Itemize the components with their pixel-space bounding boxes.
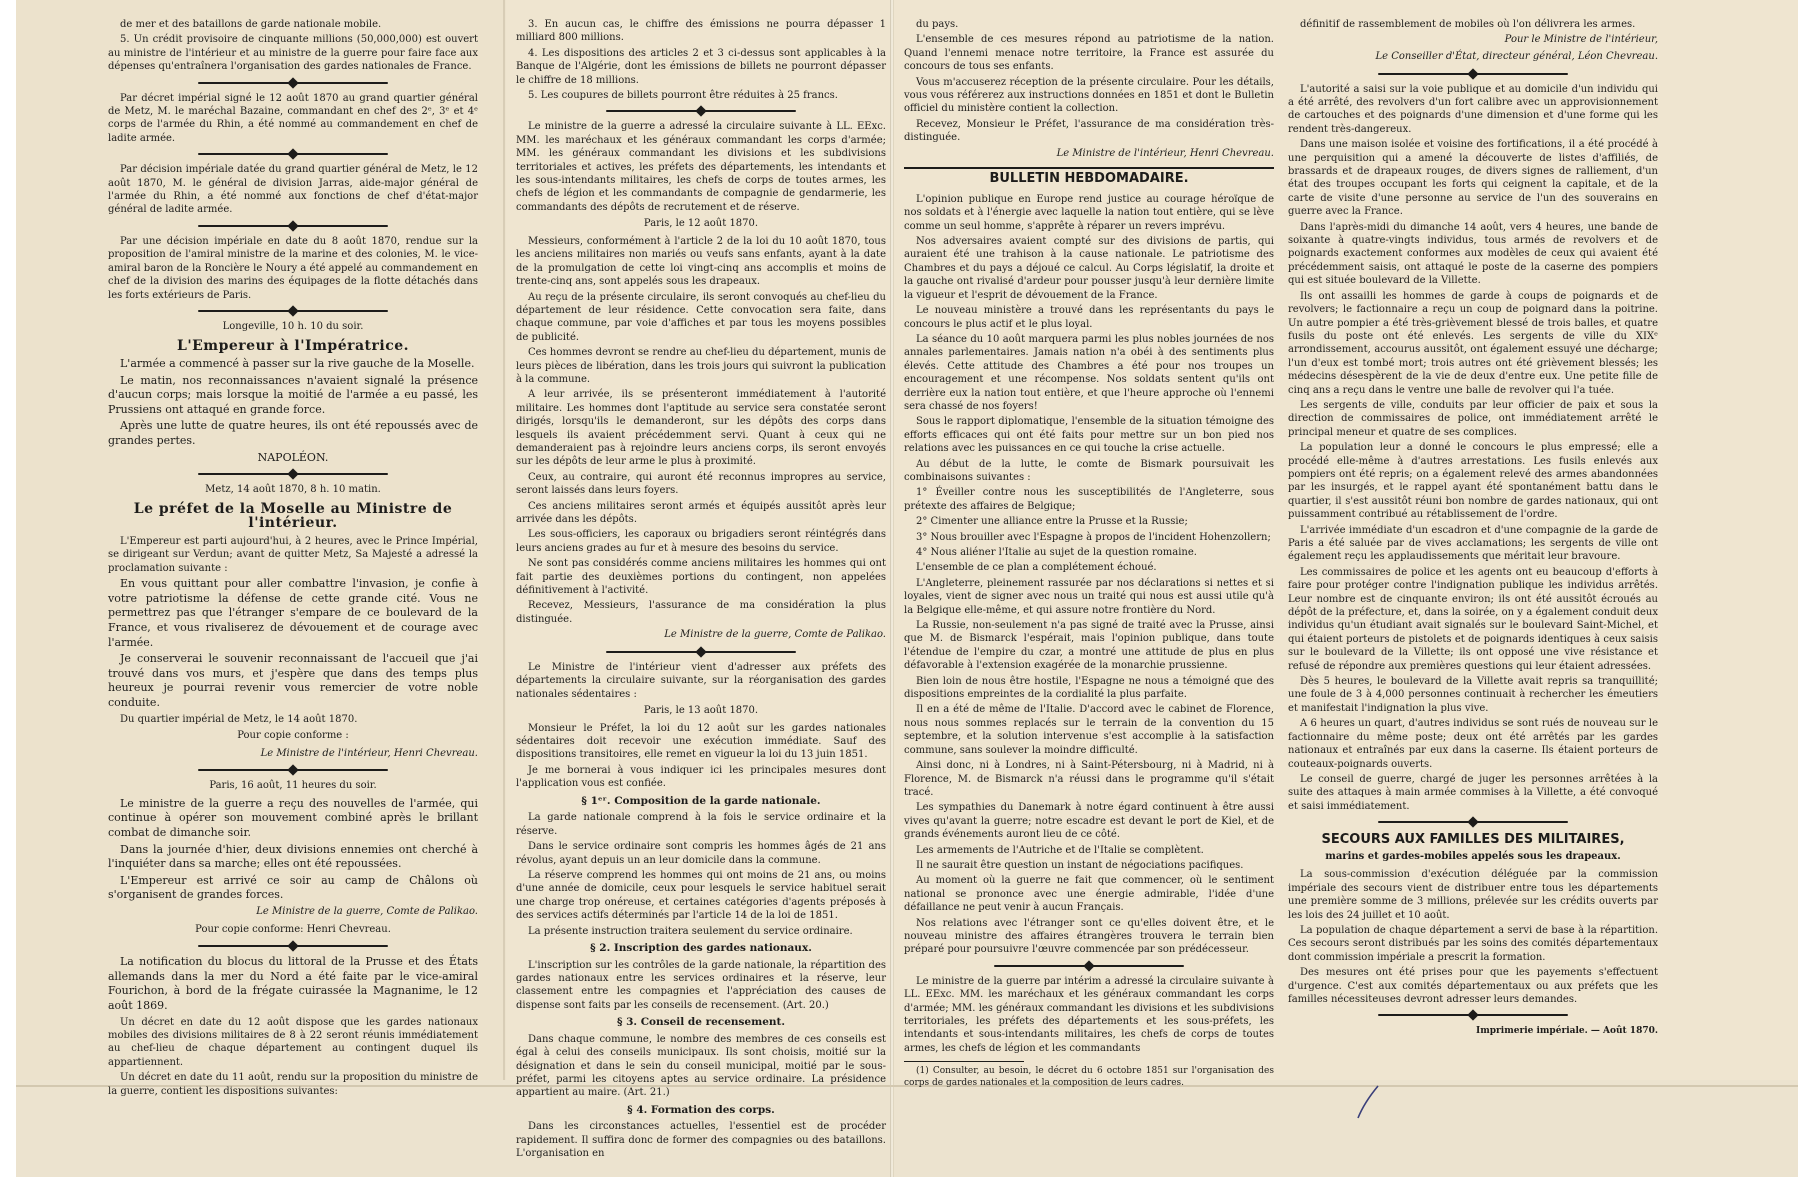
column-1 xyxy=(108,18,478,1097)
footnote-rule xyxy=(904,1061,1024,1062)
copy-note: Pour copie conforme : xyxy=(237,730,349,741)
paragraph: L'Empereur est parti aujourd'hui, à 2 heures, avec le Prince Impérial, se dirigeant sur Verdun; avant de quitter Metz, Sa Majesté a adressé la proclamation suivante : xyxy=(108,536,478,574)
paragraph: Le matin, nos reconnaissances n'avaient signalé la présence d'aucun corps; mais lorsque la moitié de l'armée a eu passé, les Prussiens ont attaqué en grande force. xyxy=(108,373,478,416)
section-heading: § 3. Conseil de recensement. xyxy=(616,1016,786,1029)
paragraph: Un décret en date du 12 août dispose que les gardes nationaux mobiles des divisions militaires de 8 à 22 seront réunis immédiatement au chef-lieu de chaque département au contingent duquel ils appartiennent. xyxy=(108,1016,478,1068)
article-subtitle: marins et gardes-mobiles appelés sous les drapeaux. xyxy=(1325,850,1621,862)
paragraph: Bien loin de nous être hostile, l'Espagne ne nous a témoigné que des dispositions empreintes de la cordialité la plus parfaite. xyxy=(904,675,1274,701)
paragraph: La population leur a donné le concours le plus empressé; elle a procédé elle-même à d'autres arrestations. Les fusils enlevés aux pompiers ont été repris; on a également relevé des armes abandonnées par les insurgés, et le rappel ayant été spontanément battu dans le quartier, il s'est aussitôt réuni bon nombre de gardes nationaux, qui ont puissamment contribué au rétablissement de l'ordre. xyxy=(1288,442,1658,521)
article-title: L'Empereur à l'Impératrice. xyxy=(176,337,410,354)
column-2 xyxy=(516,18,886,1160)
paragraph: Messieurs, conformément à l'article 2 de la loi du 10 août 1870, tous les anciens militaires non mariés ou veufs sans enfants, ayant à la date de la promulgation de cette loi vingt-cinq ans accomplis et moins de trente-cinq ans, sont appelés sous les drapeaux. xyxy=(516,235,886,288)
paragraph: La réserve comprend les hommes qui ont moins de 21 ans, ou moins d'une année de domicile, ceux pour lesquels le service habituel serait une charge trop onéreuse, et certaines catégories d'agents préposés à des services actifs déterminés par l'article 14 de la loi de 1851. xyxy=(516,869,886,922)
paragraph: Nos adversaires avaient compté sur des divisions de partis, qui auraient été une trahison à la cause nationale. Le patriotisme des Chambres et du pays a déjoué ce calcul. Au Corps législatif, la droite et la gauche ont rivalisé d'ardeur pour pousser jusqu'à leur dernière limite la vigueur et l'esprit de dévouement de la France. xyxy=(904,236,1274,301)
dateline: Metz, 14 août 1870, 8 h. 10 matin. xyxy=(205,484,381,496)
copy-note: Pour copie conforme: Henri Chevreau. xyxy=(195,923,391,935)
paragraph: L'inscription sur les contrôles de la garde nationale, la répartition des gardes nationaux entre les services ordinaires et la réserve, leur classement entre les compagnies et l'appréciation des causes de dispense sont faits par les conseils de recensement. (Art. 20.) xyxy=(516,959,886,1011)
paragraph: Les armements de l'Autriche et de l'Italie se complètent. xyxy=(916,844,1204,856)
paragraph: Au début de la lutte, le comte de Bismark poursuivait les combinaisons suivantes : xyxy=(904,458,1274,483)
column-3 xyxy=(904,18,1274,1089)
paragraph: L'armée a commencé à passer sur la rive gauche de la Moselle. xyxy=(120,357,475,371)
paragraph: 3. En aucun cas, le chiffre des émissions ne pourra dépasser 1 milliard 800 millions. xyxy=(516,19,886,44)
separator-rule xyxy=(606,647,796,657)
section-heading: § 4. Formation des corps. xyxy=(627,1103,775,1116)
paragraph: La Russie, non-seulement n'a pas signé de traité avec la Prusse, ainsi que M. de Bismarck l'espérait, mais l'opinion publique, dans toute l'étendue de l'empire du czar, a montré une attitude de plus en plus défavorable à l'extension exagérée de la monarchie prussienne. xyxy=(904,620,1274,672)
paragraph: 4. Les dispositions des articles 2 et 3 ci-dessus sont applicables à la Banque de l'Algérie, dont les émissions de billets ne pourront dépasser le chiffre de 18 millions. xyxy=(516,47,886,86)
center-fold xyxy=(890,0,894,1177)
paragraph: Recevez, Monsieur le Préfet, l'assurance de ma considération très-distinguée. xyxy=(904,118,1274,144)
paragraph: 5. Les coupures de billets pourront être réduites à 25 francs. xyxy=(528,90,838,102)
separator-rule xyxy=(198,149,388,159)
separator-rule xyxy=(1378,817,1568,827)
newspaper-sheet xyxy=(16,0,1798,1177)
paragraph: Sous le rapport diplomatique, l'ensemble de la situation témoigne des efforts efficaces qui ont été faits pour mettre sur un bon pied nos relations avec les puissances en ce qui touche la crise actuelle. xyxy=(904,416,1274,455)
paragraph: 5. Un crédit provisoire de cinquante millions (50,000,000) est ouvert au ministre de l'intérieur et au ministre de la guerre pour faire face aux dépenses qu'entraînera l'organisation des gardes nationales de France. xyxy=(108,34,478,73)
paragraph: L'Angleterre, pleinement rassurée par nos déclarations si nettes et si loyales, vient de signer avec nous un traité qui nous est aussi utile qu'à la Belgique elle-même, et qui assure notre frontière du Nord. xyxy=(904,577,1274,616)
separator-rule xyxy=(994,961,1184,971)
paragraph: Ceux, au contraire, qui auront été reconnus impropres au service, seront laissés dans leurs foyers. xyxy=(516,471,886,497)
paragraph: Le ministre de la guerre a reçu des nouvelles de l'armée, qui continue à opérer son mouvement combiné après le brillant combat de dimanche soir. xyxy=(108,796,478,839)
paragraph: Les commissaires de police et les agents ont eu beaucoup d'efforts à faire pour protéger contre l'indignation publique les individus arrêtés. Leur nombre est de cinquante environ; ils ont été aussitôt écroués au dépôt de la préfecture, et, dans la soirée, on y a également conduit deux individus qu'un étudiant avait signalés sur le boulevard Saint-Michel, et qui étaient porteurs de pistolets et de poignards identiques à ceux saisis sur le boulevard de la Villette; ils ont opposé une vive résistance et refusé de répondre aux premières questions qui leur étaient adressées. xyxy=(1288,566,1658,672)
paragraph: Recevez, Messieurs, l'assurance de ma considération la plus distinguée. xyxy=(516,600,886,625)
paragraph: définitif de rassemblement de mobiles où l'on délivrera les armes. xyxy=(1300,19,1636,30)
paragraph: Ces hommes devront se rendre au chef-lieu du département, munis de leurs pièces de libération, dans les trois jours qui suivront la publication à la commune. xyxy=(516,347,886,385)
paragraph: Dès 5 heures, le boulevard de la Villette avait repris sa tranquillité; une foule de 3 à 4,000 personnes continuait à rechercher les émeutiers et manifestait l'indignation la plus vive. xyxy=(1288,676,1658,714)
paragraph: Dans la journée d'hier, deux divisions ennemies ont cherché à l'inquiéter dans sa marche; elles ont été repoussées. xyxy=(108,842,478,871)
paragraph: L'arrivée immédiate d'un escadron et d'une compagnie de la garde de Paris a été saluée par de vives acclamations; les sergents de ville ont également reçu les applaudissements que méritait leur bravoure. xyxy=(1288,524,1658,563)
paragraph: Les sous-officiers, les caporaux ou brigadiers seront réintégrés dans leurs anciens grades au fur et à mesure des besoins du service. xyxy=(516,529,886,554)
separator-rule xyxy=(606,106,796,116)
paragraph: La population de chaque département a servi de base à la répartition. Ces secours seront distribués par les soins des comités départementaux dont commission impériale a prescrit la formation. xyxy=(1288,924,1658,963)
paragraph: Au moment où la guerre ne fait que commencer, où le sentiment national se prononce avec une énergie admirable, l'idée d'une défaillance ne peut venir à aucun Français. xyxy=(904,875,1274,914)
paragraph: Dans une maison isolée et voisine des fortifications, il a été procédé à une perquisition qui a amené la découverte de listes d'affiliés, de brassards et de drapeaux rouges, de divers signes de ralliement, d'un état des troupes occupant les forts qui ceignent la capitale, et de la carte de visite d'une personne au service de l'un des souverains en guerre avec la France. xyxy=(1288,139,1658,218)
signature: Le Ministre de l'intérieur, Henri Chevreau. xyxy=(1056,147,1274,159)
paragraph: Le conseil de guerre, chargé de juger les personnes arrêtées à la suite des attaques à main armée commises à la Villette, a été convoqué et saisi immédiatement. xyxy=(1288,773,1658,812)
signature: Le Ministre de l'intérieur, Henri Chevreau. xyxy=(260,747,478,759)
paragraph: L'ensemble de ces mesures répond au patriotisme de la nation. Quand l'ennemi menace notre territoire, la France est assurée du concours de tous ses enfants. xyxy=(904,34,1274,73)
paragraph: Ces anciens militaires seront armés et équipés aussitôt après leur arrivée dans les dépôts. xyxy=(516,500,886,525)
section-heading: § 1ᵉʳ. Composition de la garde nationale. xyxy=(581,794,821,807)
article-title: BULLETIN HEBDOMADAIRE. xyxy=(904,167,1274,187)
paragraph: A 6 heures un quart, d'autres individus se sont rués de nouveau sur le factionnaire du même poste; deux ont été arrêtés par les gardes nationaux et entraînés par eux dans la caserne. Ils étaient porteurs de couteaux-poignards ouverts. xyxy=(1288,718,1658,770)
article-title: SECOURS AUX FAMILLES DES MILITAIRES, xyxy=(1321,832,1625,848)
footnote: (1) Consulter, au besoin, le décret du 6 octobre 1851 sur l'organisation des corps de gardes nationales et la composition de leurs cadres. xyxy=(904,1066,1274,1089)
paragraph: Le nouveau ministère a trouvé dans les représentants du pays le concours le plus actif et le plus loyal. xyxy=(904,305,1274,330)
paragraph: Par décision impériale datée du grand quartier général de Metz, le 12 août 1870, M. le général de division Jarras, aide-major général de l'armée du Rhin, a été nommé aux fonctions de chef d'état-major général de ladite armée. xyxy=(108,164,478,216)
paragraph: L'ensemble de ce plan a complétement échoué. xyxy=(916,562,1157,574)
column-4 xyxy=(1288,18,1658,1078)
separator-rule xyxy=(198,941,388,951)
list-item: 4° Nous aliéner l'Italie au sujet de la question romaine. xyxy=(916,547,1197,558)
paragraph: L'Empereur est arrivé ce soir au camp de Châlons où s'organisent de grandes forces. xyxy=(108,873,478,902)
signature: Le Conseiller d'État, directeur général, Léon Chevreau. xyxy=(1375,51,1658,62)
dateline: Longeville, 10 h. 10 du soir. xyxy=(222,320,364,332)
paragraph: Après une lutte de quatre heures, ils ont été repoussés avec de grandes pertes. xyxy=(108,419,478,448)
paragraph: Vous m'accuserez réception de la présente circulaire. Pour les détails, vous vous référerez aux instructions données en 1851 et dont le Bulletin officiel du ministère contient la collection. xyxy=(904,76,1274,115)
list-item: 1° Éveiller contre nous les susceptibilités de l'Angleterre, sous prétexte des affaires de Belgique; xyxy=(904,487,1274,512)
paragraph: Je conserverai le souvenir reconnaissant de l'accueil que j'ai trouvé dans vos murs, et j'espère que dans des temps plus heureux je pourrai revenir vous remercier de votre noble conduite. xyxy=(108,652,478,709)
paragraph: Nos relations avec l'étranger sont ce qu'elles doivent être, et le nouveau ministre des affaires étrangères trouvera le terrain bien préparé pour poursuivre l'œuvre commencée par son prédécesseur. xyxy=(904,917,1274,956)
paragraph: de mer et des bataillons de garde nationale mobile. xyxy=(120,19,382,30)
paragraph: Dans chaque commune, le nombre des membres de ces conseils est égal à celui des conseils municipaux. Ils sont choisis, moitié sur la désignation et dans le sein du conseil municipal, moitié par le sous-préfet, parmi les citoyens aptes au service ordinaire. La présidence appartient au maire. (Art. 21.) xyxy=(516,1033,886,1099)
paragraph: Le ministre de la guerre a adressé la circulaire suivante à LL. EExc. MM. les maréchaux et les généraux commandant les corps d'armée; MM. les généraux commandant les divisions et les subdivisions territoriales et actives, les préfets des départements, les intendants et les sous-intendants militaires, les chefs de corps de toutes armes, les chefs de légion et les commandants de compagnie de gendarmerie, les commandants des dépôts de recrutement et de réserve. xyxy=(516,121,886,213)
paragraph: La notification du blocus du littoral de la Prusse et des États allemands dans la mer du Nord a été faite par le vice-amiral Fourichon, à bord de la frégate cuirassée la Magnanime, le 12 août 1869. xyxy=(108,955,478,1012)
dateline: Paris, le 13 août 1870. xyxy=(643,705,759,717)
column-fold xyxy=(503,0,505,1080)
paragraph: Ils ont assailli les hommes de garde à coups de poignards et de revolvers; le factionnaire a reçu un coup de poignard dans la poitrine. Un autre pompier a été très-grièvement blessé de trois balles, et quatre fusils du poste ont été enlevés. Les sergents de ville du XIXᵉ arrondissement, accourus aussitôt, ont également essuyé une décharge; l'un d'eux est tombé mort; trois autres ont été grièvement blessés; les médecins désespèrent de la vie de deux d'entre eux. Une petite fille de cinq ans a reçu dans le ventre une balle de revolver qui l'a tuée. xyxy=(1288,290,1658,396)
paragraph: Je me bornerai à vous indiquer ici les principales mesures dont l'application vous est confiée. xyxy=(516,764,886,790)
printer-imprint: Imprimerie impériale. — Août 1870. xyxy=(1476,1026,1658,1037)
separator-rule xyxy=(198,469,388,479)
separator-rule xyxy=(198,221,388,231)
paragraph: L'opinion publique en Europe rend justice au courage héroïque de nos soldats et à l'énergie avec laquelle la nation tout entière, qui se lève comme un seul homme, s'apprête à réparer un revers imprévu. xyxy=(904,193,1274,232)
paragraph: Monsieur le Préfet, la loi du 12 août sur les gardes nationales sédentaires doit recevoir une exécution immédiate. Sauf des dispositions transitoires, elle remet en vigueur la loi du 13 juin 1851. xyxy=(516,722,886,761)
paragraph: Il en a été de même de l'Italie. D'accord avec le cabinet de Florence, nous nous sommes replacés sur le terrain de la convention du 15 septembre, et la solution intervenue s'est accomplie à la satisfaction commune, sans soulever la moindre difficulté. xyxy=(904,704,1274,756)
article-title: Le préfet de la Moselle au Ministre de l'intérieur. xyxy=(133,500,453,532)
ink-mark-icon xyxy=(1356,1080,1380,1120)
separator-rule xyxy=(1378,69,1568,79)
signature: Pour le Ministre de l'intérieur, xyxy=(1504,34,1658,46)
list-item: 3° Nous brouiller avec l'Espagne à propos de l'incident Hohenzollern; xyxy=(916,531,1271,543)
paragraph: Dans l'après-midi du dimanche 14 août, vers 4 heures, une bande de soixante à quatre-vingts individus, tous armés de revolvers et de poignards exactement conformes aux modèles de ceux qui avaient été précédemment saisis, ont attaqué le poste de la caserne des pompiers qui est située boulevard de la Villette. xyxy=(1288,221,1658,287)
signature: Le Ministre de la guerre, Comte de Palikao. xyxy=(256,905,478,917)
paragraph: Du quartier impérial de Metz, le 14 août 1870. xyxy=(120,713,358,725)
signature: Le Ministre de la guerre, Comte de Palikao. xyxy=(664,629,886,641)
list-item: 2° Cimenter une alliance entre la Prusse et la Russie; xyxy=(916,516,1188,528)
paragraph: Les sergents de ville, conduits par leur officier de paix et sous la direction de commissaires de police, ont immédiatement arrêté le principal meneur et quatre de ses complices. xyxy=(1288,399,1658,438)
separator-rule xyxy=(198,765,388,775)
paragraph: Un décret en date du 11 août, rendu sur la proposition du ministre de la guerre, contient les dispositions suivantes: xyxy=(108,1072,478,1097)
paragraph: La sous-commission d'exécution déléguée par la commission impériale des secours vient de distribuer entre tous les départements une première somme de 3 millions, prélevée sur les crédits ouverts par les lois des 24 juillet et 10 août. xyxy=(1288,869,1658,921)
paragraph: Des mesures ont été prises pour que les payements s'effectuent d'urgence. C'est aux comités départementaux ou aux préfets que les familles nécessiteuses devront adresser leurs demandes. xyxy=(1288,967,1658,1005)
paragraph: La séance du 10 août marquera parmi les plus nobles journées de nos annales parlementaires. Jamais nation n'a obéi à des sentiments plus élevés. Cette attitude des Chambres a été pour nos troupes un encouragement et une récompense. Nos soldats sentent qu'ils ont derrière eux la nation tout entière, et que l'heure approche où l'ennemi sera chassé de nos foyers! xyxy=(904,333,1274,412)
paragraph: Le Ministre de l'intérieur vient d'adresser aux préfets des départements la circulaire suivante, sur la réorganisation des gardes nationales sédentaires : xyxy=(516,661,886,700)
paragraph: Au reçu de la présente circulaire, ils seront convoqués au chef-lieu du département de leur résidence. Cette convocation sera faite, dans chaque commune, par voie d'affiches et par tous les moyens possibles de publicité. xyxy=(516,291,886,343)
paragraph: Dans le service ordinaire sont compris les hommes âgés de 21 ans révolus, ayant depuis un an leur domicile dans la commune. xyxy=(516,841,886,866)
paragraph: A leur arrivée, ils se présenteront immédiatement à l'autorité militaire. Les hommes dont l'aptitude au service sera constatée seront dirigés, lorsqu'ils le demanderont, sur les dépôts des corps dans lesquels ils avaient précédemment servi. Quant à ceux qui ne demanderaient pas à rejoindre leurs anciens corps, ils seront envoyés sur les dépôts de leur arme le plus à proximité. xyxy=(516,389,886,468)
paragraph: Les sympathies du Danemark à notre égard continuent à être aussi vives qu'avant la guerre; notre escadre est devant le port de Kiel, et de grands événements auront lieu de ce côté. xyxy=(904,802,1274,841)
paragraph: En vous quittant pour aller combattre l'invasion, je confie à votre patriotisme la défense de cette grande cité. Vous ne permettrez pas que l'étranger s'empare de ce boulevard de la France, et vous rivaliserez de dévouement et de courage avec l'armée. xyxy=(108,577,478,649)
paragraph: Ainsi donc, ni à Londres, ni à Saint-Pétersbourg, ni à Madrid, ni à Florence, M. de Bismarck n'a réussi dans le programme qu'il s'était tracé. xyxy=(904,760,1274,798)
paragraph: Par une décision impériale en date du 8 août 1870, rendue sur la proposition de l'amiral ministre de la marine et des colonies, M. le vice-amiral baron de la Roncière le Noury a été appelé au commandement en chef de la division des marins des équipages de la flotte détachés dans les forts extérieurs de Paris. xyxy=(108,235,478,301)
paragraph: Par décret impérial signé le 12 août 1870 au grand quartier général de Metz, M. le maréchal Bazaine, commandant en chef des 2ᵉ, 3ᵉ et 4ᵉ corps de l'armée du Rhin, a été nommé au commandement en chef de ladite armée. xyxy=(108,92,478,144)
separator-rule xyxy=(198,78,388,88)
dateline: Paris, 16 août, 11 heures du soir. xyxy=(209,780,377,792)
dateline: Paris, le 12 août 1870. xyxy=(643,218,759,230)
paragraph: du pays. xyxy=(916,19,959,30)
paragraph: Dans les circonstances actuelles, l'essentiel est de procéder rapidement. Il suffira donc de former des compagnies ou des bataillons. L'organisation en xyxy=(516,1121,886,1160)
paragraph: La présente instruction traitera seulement du service ordinaire. xyxy=(528,925,853,937)
paragraph: La garde nationale comprend à la fois le service ordinaire et la réserve. xyxy=(516,812,886,837)
paragraph: L'autorité a saisi sur la voie publique et au domicile d'un individu qui a été arrêté, des revolvers d'un fort calibre avec un approvisionnement de cartouches et des poignards d'une dimension et d'une forme qui les rendent très-dangereux. xyxy=(1288,83,1658,135)
separator-rule xyxy=(1378,1010,1568,1020)
separator-rule xyxy=(198,306,388,316)
paragraph: Le ministre de la guerre par intérim a adressé la circulaire suivante à LL. EExc. MM. les maréchaux et les généraux commandant les corps d'armée; MM. les généraux commandant les divisions et les subdivisions territoriales, les préfets des départements et les sous-préfets, les intendants et sous-intendants militaires, les chefs de corps de toutes armes, les chefs de légion et les commandants xyxy=(904,975,1274,1054)
signature: NAPOLÉON. xyxy=(257,450,329,464)
section-heading: § 2. Inscription des gardes nationaux. xyxy=(590,941,812,954)
paragraph: Il ne saurait être question un instant de négociations pacifiques. xyxy=(916,859,1244,871)
paragraph: Ne sont pas considérés comme anciens militaires les hommes qui ont fait partie des deuxièmes portions du contingent, non appelées définitivement à l'activité. xyxy=(516,558,886,597)
